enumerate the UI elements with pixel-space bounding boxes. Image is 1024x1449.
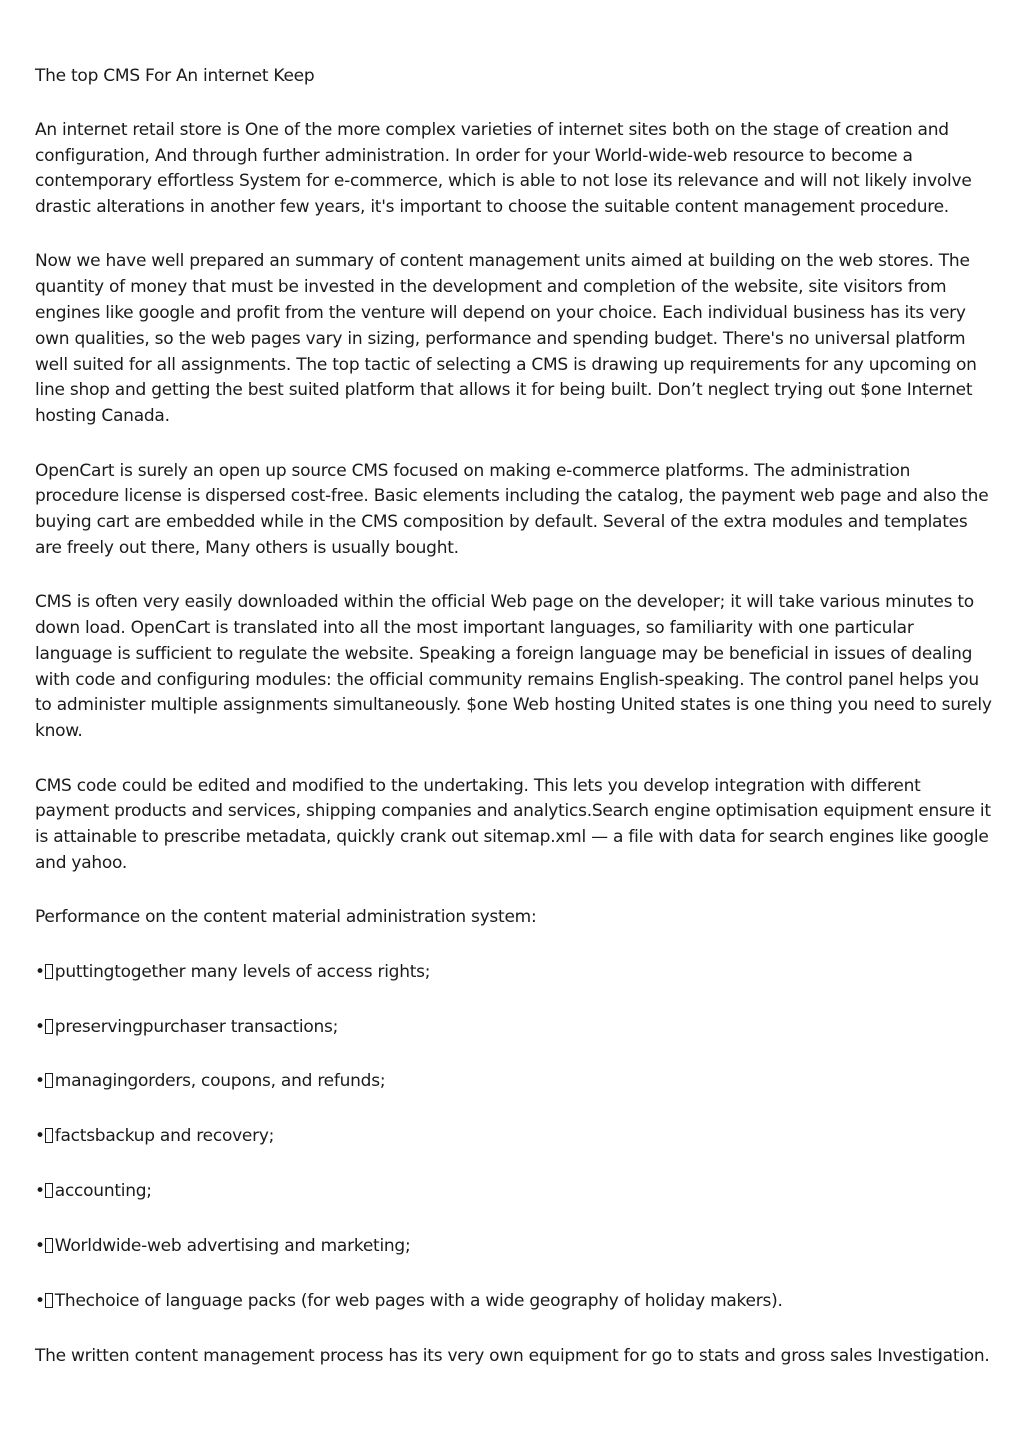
bullet-marker: • xyxy=(35,1236,45,1257)
paragraph-download: CMS is often very easily downloaded within the official Web page on the developer; it will take various minutes to down load. OpenCart is translated into all the most important languages, so familiarity with one particular language is sufficient to regulate the website. Speaking a foreign language may be beneficial in issues of dealing with code and configuring modules: the official community remains English-speaking. The control panel helps you to administer multiple assignments simultaneously. $one Web hosting United states is one thing you need to surely know. xyxy=(35,592,992,742)
list-item-text: accounting; xyxy=(54,1181,152,1202)
paragraph-overview: Now we have well prepared an summary of content management units aimed at building on the web stores. The quantity of money that must be invested in the development and completion of the website, site visitors from engines like google and profit from the venture will depend on your choice. Each individual business has its very own qualities, so the web pages vary in sizing, performance and spending budget. There's no universal platform well suited for all assignments. The top tactic of selecting a CMS is drawing up requirements for any upcoming on line shop and getting the best suited platform that allows it for being built. Don’t neglect trying out $one Internet hosting Canada. xyxy=(35,251,977,427)
list-item xyxy=(35,1069,995,1095)
list-item xyxy=(35,960,995,986)
list-item xyxy=(35,1234,995,1260)
document-title: The top CMS For An internet Keep xyxy=(35,66,315,86)
paragraph-closing: The written content management process has its very own equipment for go to stats and gross sales Investigation. xyxy=(35,1346,990,1367)
list-item xyxy=(35,1124,995,1150)
missing-glyph-icon xyxy=(45,1073,53,1088)
bullet-marker: • xyxy=(35,1016,45,1037)
list-item xyxy=(35,1289,995,1315)
bullet-marker: • xyxy=(35,1126,45,1147)
list-item-text: preservingpurchaser transactions; xyxy=(54,1016,339,1037)
document-body xyxy=(35,64,995,1399)
paragraph-code: CMS code could be edited and modified to the undertaking. This lets you develop integration with different payment products and services, shipping companies and analytics.Search engine optimisation equipment ensure it is attainable to prescribe metadata, quickly crank out sitemap.xml — a file with data for search engines like google and yahoo. xyxy=(35,775,991,873)
list-item-text: puttingtogether many levels of access rights; xyxy=(54,961,431,982)
missing-glyph-icon xyxy=(45,1183,53,1198)
list-item-text: Thechoice of language packs (for web pages with a wide geography of holiday makers). xyxy=(54,1291,783,1312)
paragraph-intro: An internet retail store is One of the more complex varieties of internet sites both on the stage of creation and configuration, And through further administration. In order for your World-wide-web resource to become a contemporary effortless System for e-commerce, which is able to not lose its relevance and will not likely involve drastic alterations in another few years, it's important to choose the suitable content management procedure. xyxy=(35,119,972,218)
list-item-text: factsbackup and recovery; xyxy=(54,1126,275,1147)
list-item-text: Worldwide-web advertising and marketing; xyxy=(54,1236,411,1257)
bullet-marker: • xyxy=(35,1181,45,1202)
list-item xyxy=(35,1179,995,1205)
bullet-marker: • xyxy=(35,1291,45,1312)
missing-glyph-icon xyxy=(45,1128,53,1143)
missing-glyph-icon xyxy=(45,1019,53,1034)
bullet-marker: • xyxy=(35,961,45,982)
list-item xyxy=(35,1015,995,1041)
missing-glyph-icon xyxy=(45,1238,53,1253)
paragraph-opencart: OpenCart is surely an open up source CMS focused on making e-commerce platforms. The administration procedure license is dispersed cost-free. Basic elements including the catalog, the payment web page and also the buying cart are embedded while in the CMS composition by default. Several of the extra modules and templates are freely out there, Many others is usually bought. xyxy=(35,460,989,558)
list-item-text: managingorders, coupons, and refunds; xyxy=(54,1071,386,1092)
paragraph-performance: Performance on the content material administration system: xyxy=(35,907,537,928)
missing-glyph-icon xyxy=(45,964,53,979)
missing-glyph-icon xyxy=(45,1293,53,1308)
bullet-marker: • xyxy=(35,1071,45,1092)
